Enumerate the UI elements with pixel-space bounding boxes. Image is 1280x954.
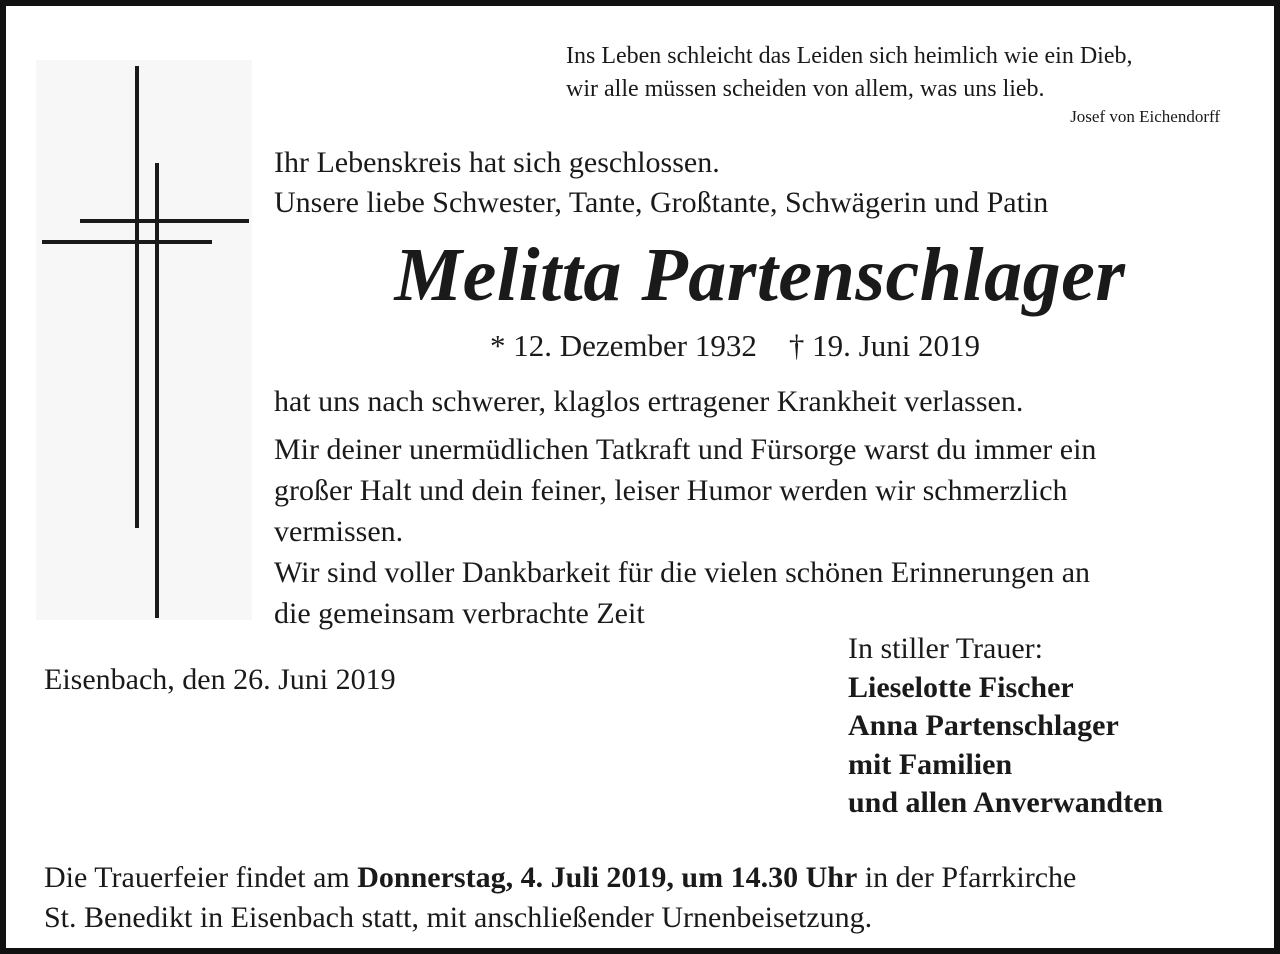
intro-text: [274, 143, 1048, 223]
birth-date: * 12. Dezember 1932: [490, 328, 757, 363]
quote-line-1: Ins Leben schleicht das Leiden sich heimlich wie ein Dieb,: [566, 43, 1133, 69]
double-cross-icon: [36, 60, 252, 620]
funeral-line-2: St. Benedikt in Eisenbach statt, mit anschließender Urnenbeisetzung.: [44, 901, 873, 934]
quote-author: Josef von Eichendorff: [1070, 107, 1220, 126]
mourner-name: und allen Anverwandten: [848, 786, 1164, 819]
mourner-name: Anna Partenschlager: [848, 709, 1119, 742]
funeral-date-time: Donnerstag, 4. Juli 2019, um 14.30 Uhr: [357, 861, 858, 894]
body-paragraph-1: hat uns nach schwerer, klaglos ertragener Krankheit verlassen.: [274, 385, 1024, 418]
death-date: † 19. Juni 2019: [788, 328, 981, 363]
intro-line-2: Unsere liebe Schwester, Tante, Großtante, Schwägerin und Patin: [274, 186, 1049, 219]
intro-line-1: Ihr Lebenskreis hat sich geschlossen.: [274, 146, 720, 179]
funeral-text-pre: Die Trauerfeier findet am: [44, 861, 358, 894]
deceased-name: Melitta Partenschlager: [394, 233, 1126, 317]
funeral-text-post: in der Pfarrkirche: [857, 861, 1077, 894]
funeral-info: [44, 858, 1076, 938]
body-paragraph-2-line-3: vermissen.: [274, 515, 404, 548]
body-paragraph-3-line-2: die gemeinsam verbrachte Zeit: [274, 597, 645, 630]
obituary-body: [274, 381, 1096, 634]
body-paragraph-2-line-2: großer Halt und dein feiner, leiser Humor werden wir schmerzlich: [274, 474, 1068, 507]
mourners-heading: In stiller Trauer:: [848, 632, 1043, 665]
place-and-date: Eisenbach, den 26. Juni 2019: [44, 663, 396, 696]
quote-line-2: wir alle müssen scheiden von allem, was uns lieb.: [566, 76, 1045, 102]
life-dates: [490, 328, 980, 364]
mourner-name: Lieselotte Fischer: [848, 670, 1074, 704]
epigraph-quote: [566, 40, 1132, 106]
funeral-line-1: [44, 858, 1076, 898]
mourners-block: [848, 630, 1163, 823]
mourner-name: mit Familien: [848, 747, 1013, 781]
body-paragraph-3-line-1: Wir sind voller Dankbarkeit für die vielen schönen Erinnerungen an: [274, 556, 1091, 589]
body-paragraph-2-line-1: Mir deiner unermüdlichen Tatkraft und Fürsorge warst du immer ein: [274, 433, 1097, 466]
